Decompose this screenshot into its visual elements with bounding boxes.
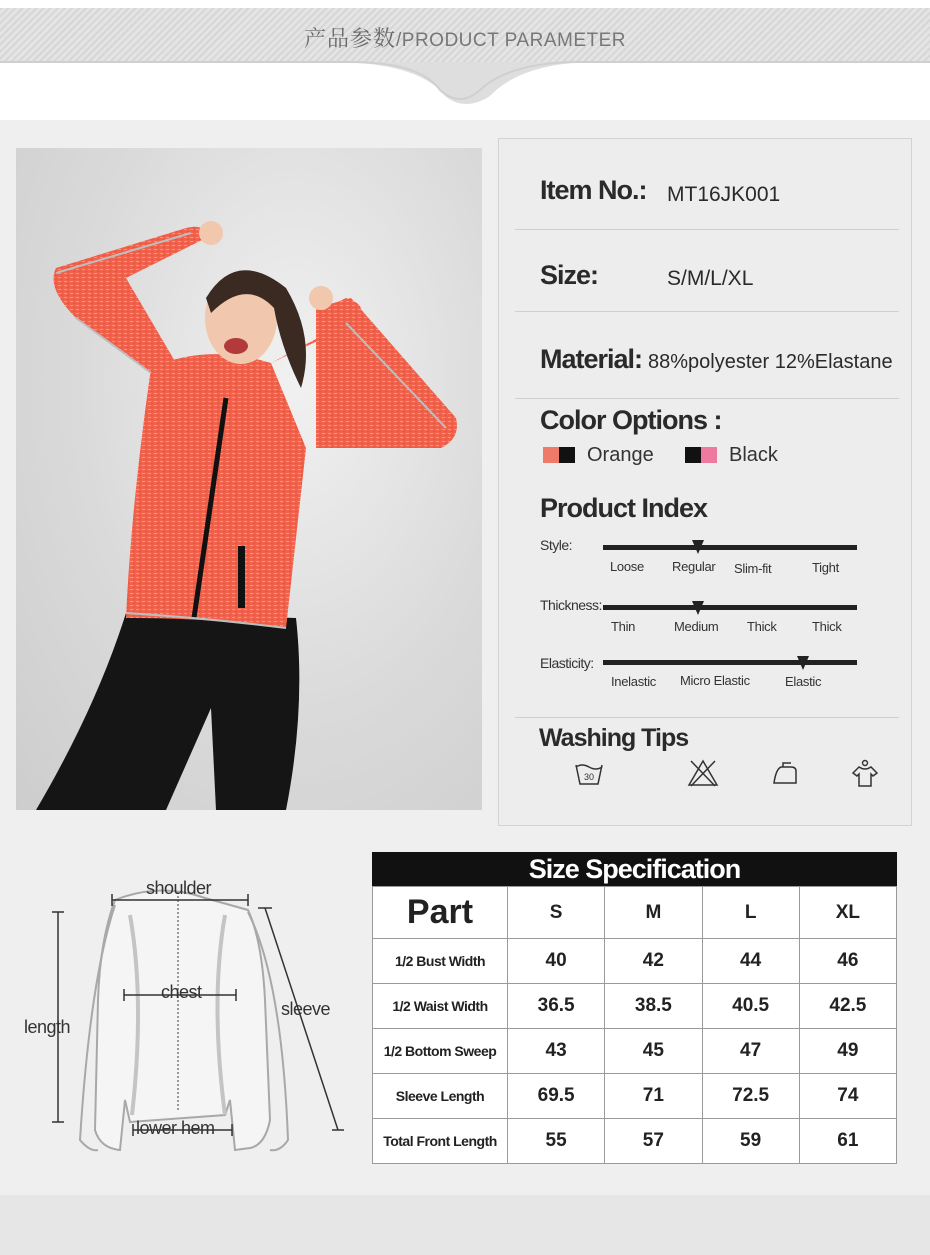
index-marker — [692, 540, 704, 554]
part-cell: Total Front Length — [373, 1119, 508, 1164]
value-cell: 71 — [605, 1074, 702, 1119]
material-row — [515, 312, 899, 399]
value-cell: 49 — [799, 1029, 896, 1074]
index-label: Style: — [540, 537, 573, 553]
index-option: Loose — [610, 559, 644, 574]
value-cell: 57 — [605, 1119, 702, 1164]
product-photo — [16, 148, 482, 810]
size-row — [515, 230, 899, 312]
index-option: Thick — [812, 619, 842, 634]
value-cell: 55 — [508, 1119, 605, 1164]
color-name: Black — [729, 444, 778, 466]
table-row — [373, 1074, 897, 1119]
swatch-black — [559, 447, 575, 463]
length-label: length — [24, 1017, 71, 1037]
index-marker — [797, 656, 809, 670]
index-option: Tight — [812, 560, 839, 575]
material-label: Material: — [540, 344, 643, 374]
index-option: Inelastic — [611, 674, 656, 689]
value-cell: 59 — [702, 1119, 799, 1164]
value-cell: 40 — [508, 939, 605, 984]
value-cell: 38.5 — [605, 984, 702, 1029]
item-no-row — [515, 139, 899, 230]
size-header: XL — [799, 887, 896, 939]
part-cell: Sleeve Length — [373, 1074, 508, 1119]
shoulder-label: shoulder — [146, 878, 212, 898]
color-name: Orange — [587, 444, 654, 466]
table-row — [373, 939, 897, 984]
value-cell: 42.5 — [799, 984, 896, 1029]
wash-temp: 30 — [583, 772, 595, 782]
swatch-pink — [701, 447, 717, 463]
color-options-label: Color Options : — [540, 405, 722, 435]
wash-30-icon — [574, 760, 604, 788]
table-row — [373, 1119, 897, 1164]
value-cell: 47 — [702, 1029, 799, 1074]
iron-icon — [771, 761, 799, 787]
index-marker — [692, 601, 704, 615]
size-header: M — [605, 887, 702, 939]
value-cell: 61 — [799, 1119, 896, 1164]
part-cell: 1/2 Bust Width — [373, 939, 508, 984]
material-value: 88%polyester 12%Elastane — [648, 351, 893, 373]
swatch-orange — [543, 447, 559, 463]
index-option: Slim-fit — [734, 561, 772, 576]
index-option: Micro Elastic — [680, 673, 750, 688]
index-label: Thickness: — [540, 597, 602, 613]
value-cell: 46 — [799, 939, 896, 984]
header-title-en: /PRODUCT PARAMETER — [396, 30, 626, 51]
divider — [515, 717, 899, 718]
value-cell: 45 — [605, 1029, 702, 1074]
bottom-band — [0, 1195, 930, 1255]
item-no-label: Item No.: — [540, 175, 647, 205]
value-cell: 43 — [508, 1029, 605, 1074]
table-header-row — [373, 887, 897, 939]
product-index-label: Product Index — [540, 493, 708, 523]
info-panel — [498, 138, 912, 826]
measurement-diagram — [20, 860, 360, 1170]
item-no-value: MT16JK001 — [667, 183, 781, 206]
value-cell: 40.5 — [702, 984, 799, 1029]
size-spec-table — [372, 852, 897, 1164]
washing-tips-label: Washing Tips — [539, 724, 689, 752]
index-bar — [603, 605, 857, 610]
hang-dry-icon — [849, 759, 881, 789]
index-option: Medium — [674, 619, 719, 634]
index-option: Thick — [747, 619, 777, 634]
header — [0, 0, 930, 120]
header-title — [0, 22, 930, 53]
part-header: Part — [373, 887, 508, 939]
no-bleach-icon — [687, 758, 719, 788]
value-cell: 74 — [799, 1074, 896, 1119]
value-cell: 44 — [702, 939, 799, 984]
index-label: Elasticity: — [540, 655, 594, 671]
model-illustration — [16, 148, 482, 810]
size-spec-title: Size Specification — [372, 852, 897, 886]
value-cell: 69.5 — [508, 1074, 605, 1119]
value-cell: 42 — [605, 939, 702, 984]
header-title-cn: 产品参数 — [303, 27, 396, 52]
swatch-black — [685, 447, 701, 463]
index-bar — [603, 545, 857, 550]
size-header: S — [508, 887, 605, 939]
size-header: L — [702, 887, 799, 939]
index-option: Elastic — [785, 674, 822, 689]
table-row — [373, 1029, 897, 1074]
value-cell: 36.5 — [508, 984, 605, 1029]
value-cell: 72.5 — [702, 1074, 799, 1119]
index-option: Thin — [611, 619, 636, 634]
size-table — [372, 886, 897, 1164]
size-value: S/M/L/XL — [667, 267, 754, 290]
part-cell: 1/2 Waist Width — [373, 984, 508, 1029]
table-row — [373, 984, 897, 1029]
part-cell: 1/2 Bottom Sweep — [373, 1029, 508, 1074]
index-bar — [603, 660, 857, 665]
chest-label: chest — [161, 982, 202, 1002]
lower-hem-label: lower hem — [136, 1118, 215, 1138]
size-label: Size: — [540, 260, 599, 290]
sleeve-label: sleeve — [281, 999, 331, 1019]
index-option: Regular — [672, 559, 716, 574]
